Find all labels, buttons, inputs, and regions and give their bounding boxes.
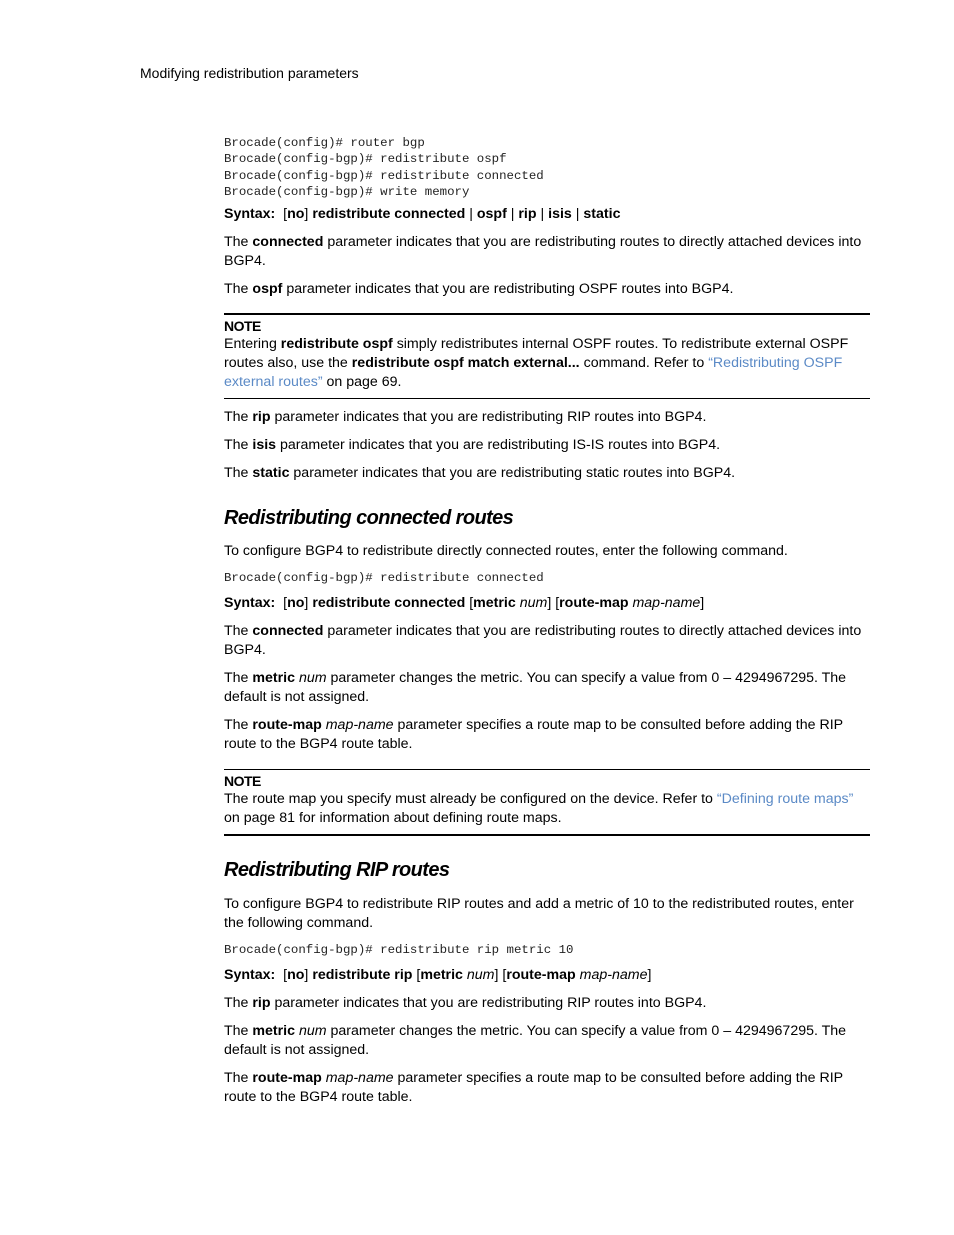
code-line: Brocade(config-bgp)# redistribute connected (224, 168, 544, 183)
section-heading-connected: Redistributing connected routes (224, 506, 514, 529)
paragraph-rip: The rip parameter indicates that you are redistributing RIP routes into BGP4. (224, 408, 707, 425)
paragraph-ospf: The ospf parameter indicates that you are redistributing OSPF routes into BGP4. (224, 280, 734, 297)
link-defining-route-maps[interactable]: “Defining route maps” (716, 791, 854, 808)
code-line: Brocade(config)# router bgp (224, 136, 425, 150)
paragraph-metric: The metric num parameter changes the metric. You can specify a value from 0 – 4294967295. The default is not assigned. (224, 1023, 847, 1059)
note-box-route-map (224, 769, 870, 836)
section-intro: To configure BGP4 to redistribute RIP routes and add a metric of 10 to the redistributed routes, enter the following command. (224, 896, 854, 932)
syntax-line: Syntax: [no] redistribute rip [metric num] [route-map map-name] (224, 967, 652, 984)
note-title: NOTE (224, 317, 261, 334)
syntax-line: Syntax: [no] redistribute connected | ospf | rip | isis | static (224, 205, 621, 222)
paragraph-rip: The rip parameter indicates that you are redistributing RIP routes into BGP4. (224, 995, 707, 1012)
section-heading-rip: Redistributing RIP routes (224, 859, 450, 882)
paragraph-connected: The connected parameter indicates that you are redistributing routes to directly attached devices into BGP4. (224, 233, 862, 269)
paragraph-isis: The isis parameter indicates that you are redistributing IS-IS routes into BGP4. (224, 436, 721, 453)
note-text: The route map you specify must already be configured on the device. Refer to “Defining route maps” on page 81 for information about defining route maps. (224, 791, 854, 827)
paragraph-static: The static parameter indicates that you are redistributing static routes into BGP4. (224, 464, 736, 481)
paragraph-metric: The metric num parameter changes the metric. You can specify a value from 0 – 4294967295. The default is not assigned. (224, 670, 847, 706)
note-title: NOTE (224, 773, 261, 790)
code-line: Brocade(config-bgp)# redistribute connected (224, 570, 544, 585)
link-redistributing-ospf-external[interactable]: “Redistributing OSPF external routes” (224, 354, 843, 390)
code-line: Brocade(config-bgp)# redistribute rip metric 10 (224, 943, 574, 958)
running-header: Modifying redistribution parameters (140, 65, 359, 81)
page-body (224, 135, 870, 1107)
code-block-router-bgp (224, 135, 870, 201)
code-line: Brocade(config-bgp)# redistribute ospf (224, 152, 507, 167)
paragraph-route-map: The route-map map-name parameter specifies a route map to be consulted before adding the RIP route to the BGP4 route table. (224, 717, 843, 753)
note-box-ospf (224, 313, 870, 399)
paragraph-route-map: The route-map map-name parameter specifies a route map to be consulted before adding the RIP route to the BGP4 route table. (224, 1070, 843, 1106)
syntax-line: Syntax: [no] redistribute connected [metric num] [route-map map-name] (224, 595, 705, 612)
code-line: Brocade(config-bgp)# write memory (224, 185, 470, 200)
note-text: Entering redistribute ospf simply redistributes internal OSPF routes. To redistribute external OSPF routes also, use the redistribute ospf match external... command. Refer to “Redistributing OSPF external routes” on page 69. (224, 335, 849, 390)
paragraph-connected: The connected parameter indicates that you are redistributing routes to directly attached devices into BGP4. (224, 623, 862, 659)
section-intro: To configure BGP4 to redistribute directly connected routes, enter the following command. (224, 542, 788, 559)
